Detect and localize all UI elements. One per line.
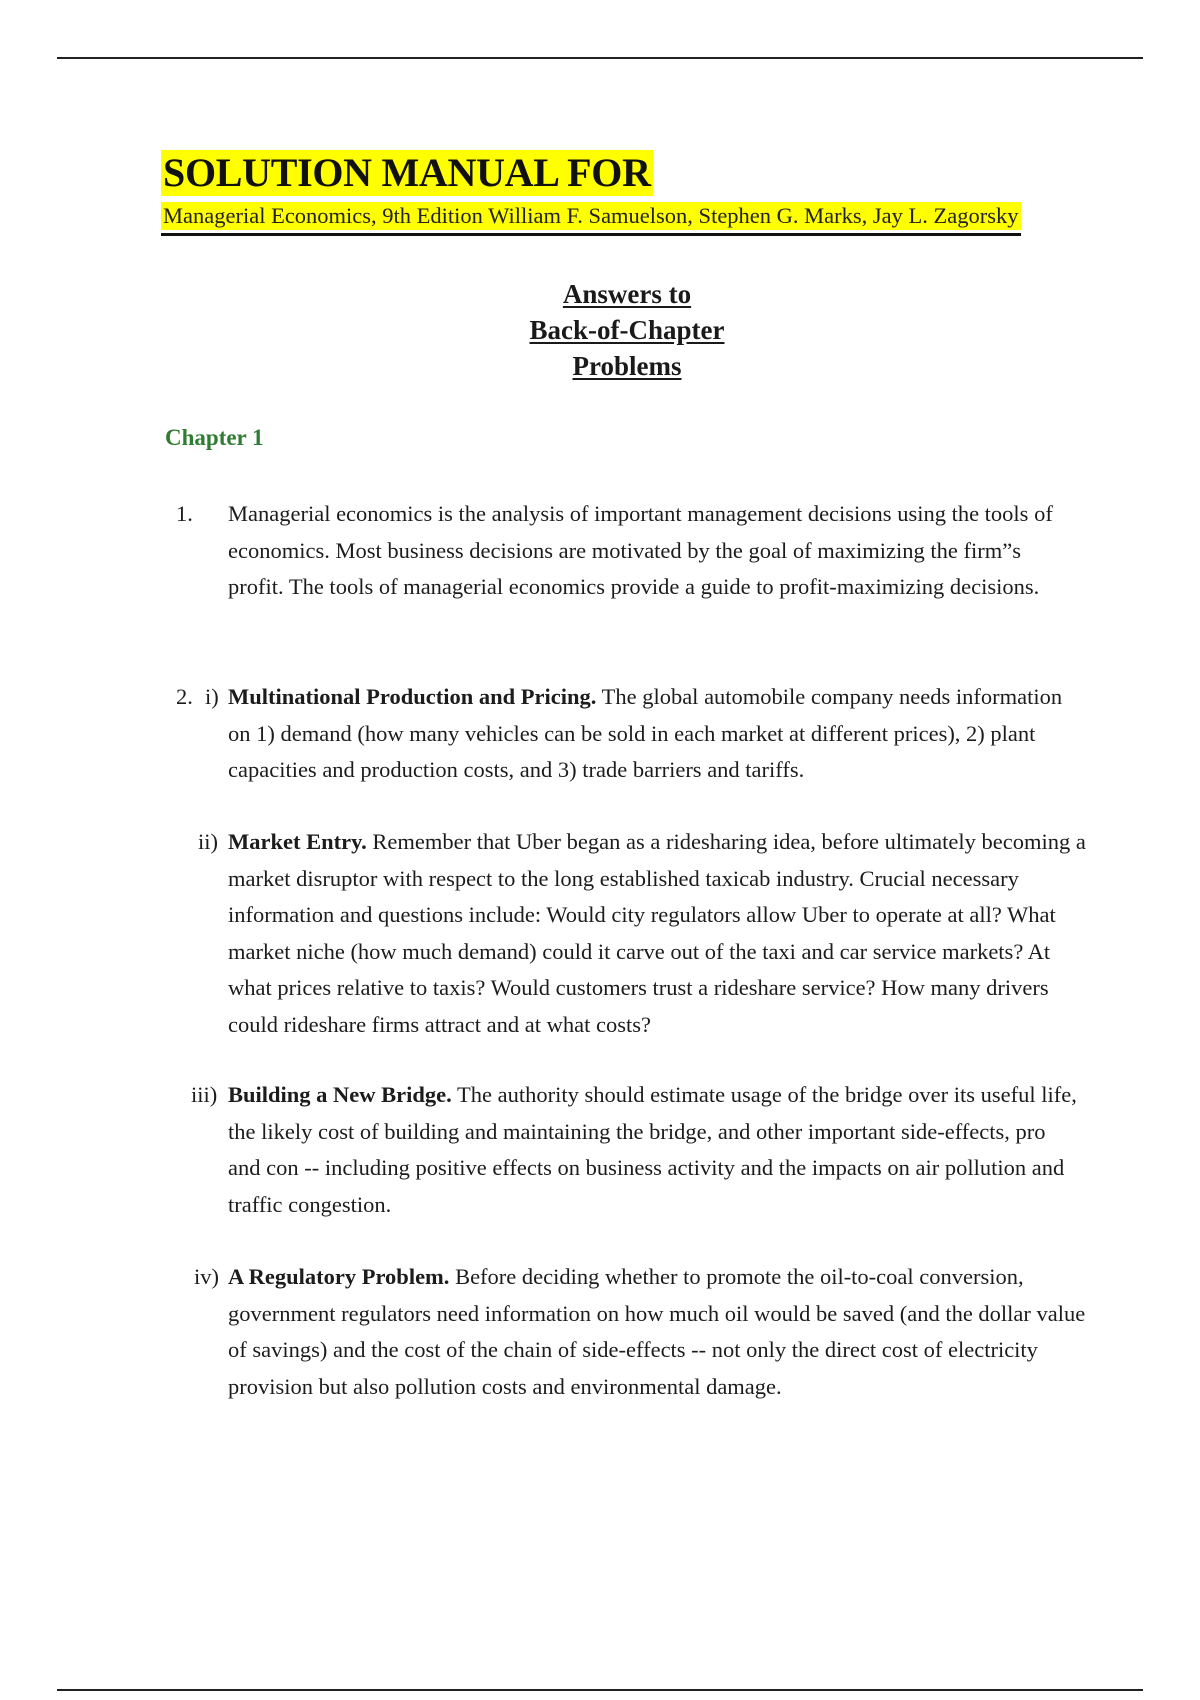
item-2ii-heading: Market Entry.	[228, 829, 367, 854]
item-2iii-roman: iii)	[191, 1082, 218, 1107]
item-2iii-paragraph	[228, 1077, 1078, 1223]
document-header	[161, 150, 1091, 236]
answers-heading-line1: Answers to	[562, 279, 692, 309]
item-number-1: 1.	[176, 501, 193, 526]
item-2ii-paragraph	[228, 824, 1088, 1043]
document-subtitle: Managerial Economics, 9th Edition William F. Samuelson, Stephen G. Marks, Jay L. Zagorsky	[163, 203, 1019, 228]
item-2i-roman: i)	[205, 684, 219, 709]
answers-heading-line2: Back-of-Chapter	[529, 315, 725, 345]
item-2i-heading: Multinational Production and Pricing.	[228, 684, 597, 709]
bottom-rule	[57, 1689, 1143, 1691]
answers-heading	[0, 276, 1200, 384]
document-title: SOLUTION MANUAL FOR	[163, 150, 651, 195]
item-number-2: 2.	[176, 684, 193, 709]
item-2ii-roman: ii)	[198, 829, 218, 854]
subtitle-underline	[161, 202, 1021, 236]
item-2iii-text: The authority should estimate usage of the bridge over its useful life, the likely cost of building and maintaining the bridge, and other important side-effects, pro and con -- including positive effects on business activity and the impacts on air pollution and traffic congestion.	[228, 1082, 1077, 1217]
item-2iii-heading: Building a New Bridge.	[228, 1082, 452, 1107]
item-2iv-roman: iv)	[194, 1264, 219, 1289]
item-2iv-heading: A Regulatory Problem.	[228, 1264, 450, 1289]
item-1-text: Managerial economics is the analysis of important management decisions using the tools of economics. Most business decisions are motivated by the goal of maximizing the firm”s profit. The tools of managerial economics provide a guide to profit-maximizing decisions.	[228, 501, 1053, 599]
item-2iv-paragraph	[228, 1259, 1088, 1405]
item-2i-text: The global automobile company needs information on 1) demand (how many vehicles can be sold in each market at different prices), 2) plant capacities and production costs, and 3) trade barriers and tariffs.	[228, 684, 1063, 782]
item-2iv-text: Before deciding whether to promote the oil-to-coal conversion, government regulators need information on how much oil would be saved (and the dollar value of savings) and the cost of the chain of side-effects -- not only the direct cost of electricity provision but also pollution costs and environmental damage.	[228, 1264, 1086, 1399]
top-rule	[57, 57, 1143, 59]
chapter-heading: Chapter 1	[165, 425, 264, 450]
item-2ii-text: Remember that Uber began as a ridesharing idea, before ultimately becoming a market disruptor with respect to the long established taxicab industry. Crucial necessary information and questions include: Would city regulators allow Uber to operate at all? What market niche (how much demand) could it carve out of the taxi and car service markets? At what prices relative to taxis? Would customers trust a rideshare service? How many drivers could rideshare firms attract and at what costs?	[228, 829, 1086, 1037]
answers-heading-line3: Problems	[572, 351, 682, 381]
item-2i-paragraph	[228, 679, 1078, 789]
